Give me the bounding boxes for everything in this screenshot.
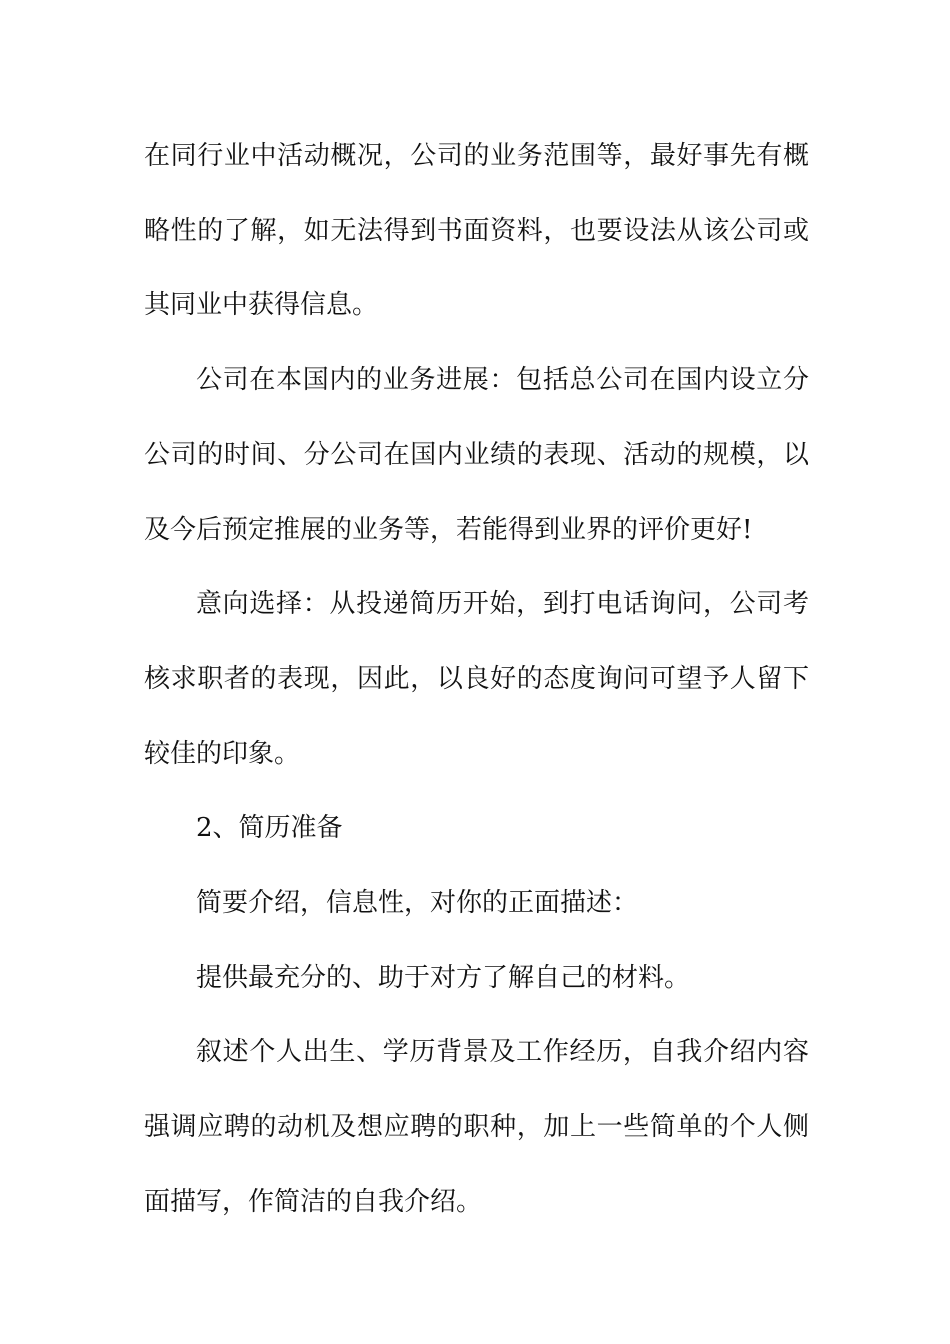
paragraph-provide-material: 提供最充分的、助于对方了解自己的材料。 [196,962,691,993]
paragraph-self-introduction: 叙述个人出生、学历背景及工作经历，自我介绍内容强调应聘的动机及想应聘的职种，加上一些简单的个人侧面描写，作简洁的自我介绍。 [144,1037,809,1217]
paragraph-intention-choice: 意向选择：从投递简历开始，到打电话询问，公司考核求职者的表现，因此，以良好的态度询问可望予人留下较佳的印象。 [144,589,809,769]
document-body [144,119,809,1240]
paragraph-domestic-business: 公司在本国内的业务进展：包括总公司在国内设立分公司的时间、分公司在国内业绩的表现、活动的规模，以及今后预定推展的业务等，若能得到业界的评价更好! [144,365,809,545]
section-heading-resume-prep: 2、简历准备 [196,813,343,844]
paragraph-brief-intro: 简要介绍，信息性，对你的正面描述： [196,888,639,919]
paragraph-company-overview: 在同行业中活动概况，公司的业务范围等，最好事先有概略性的了解，如无法得到书面资料，也要设法从该公司或其同业中获得信息。 [144,141,809,321]
